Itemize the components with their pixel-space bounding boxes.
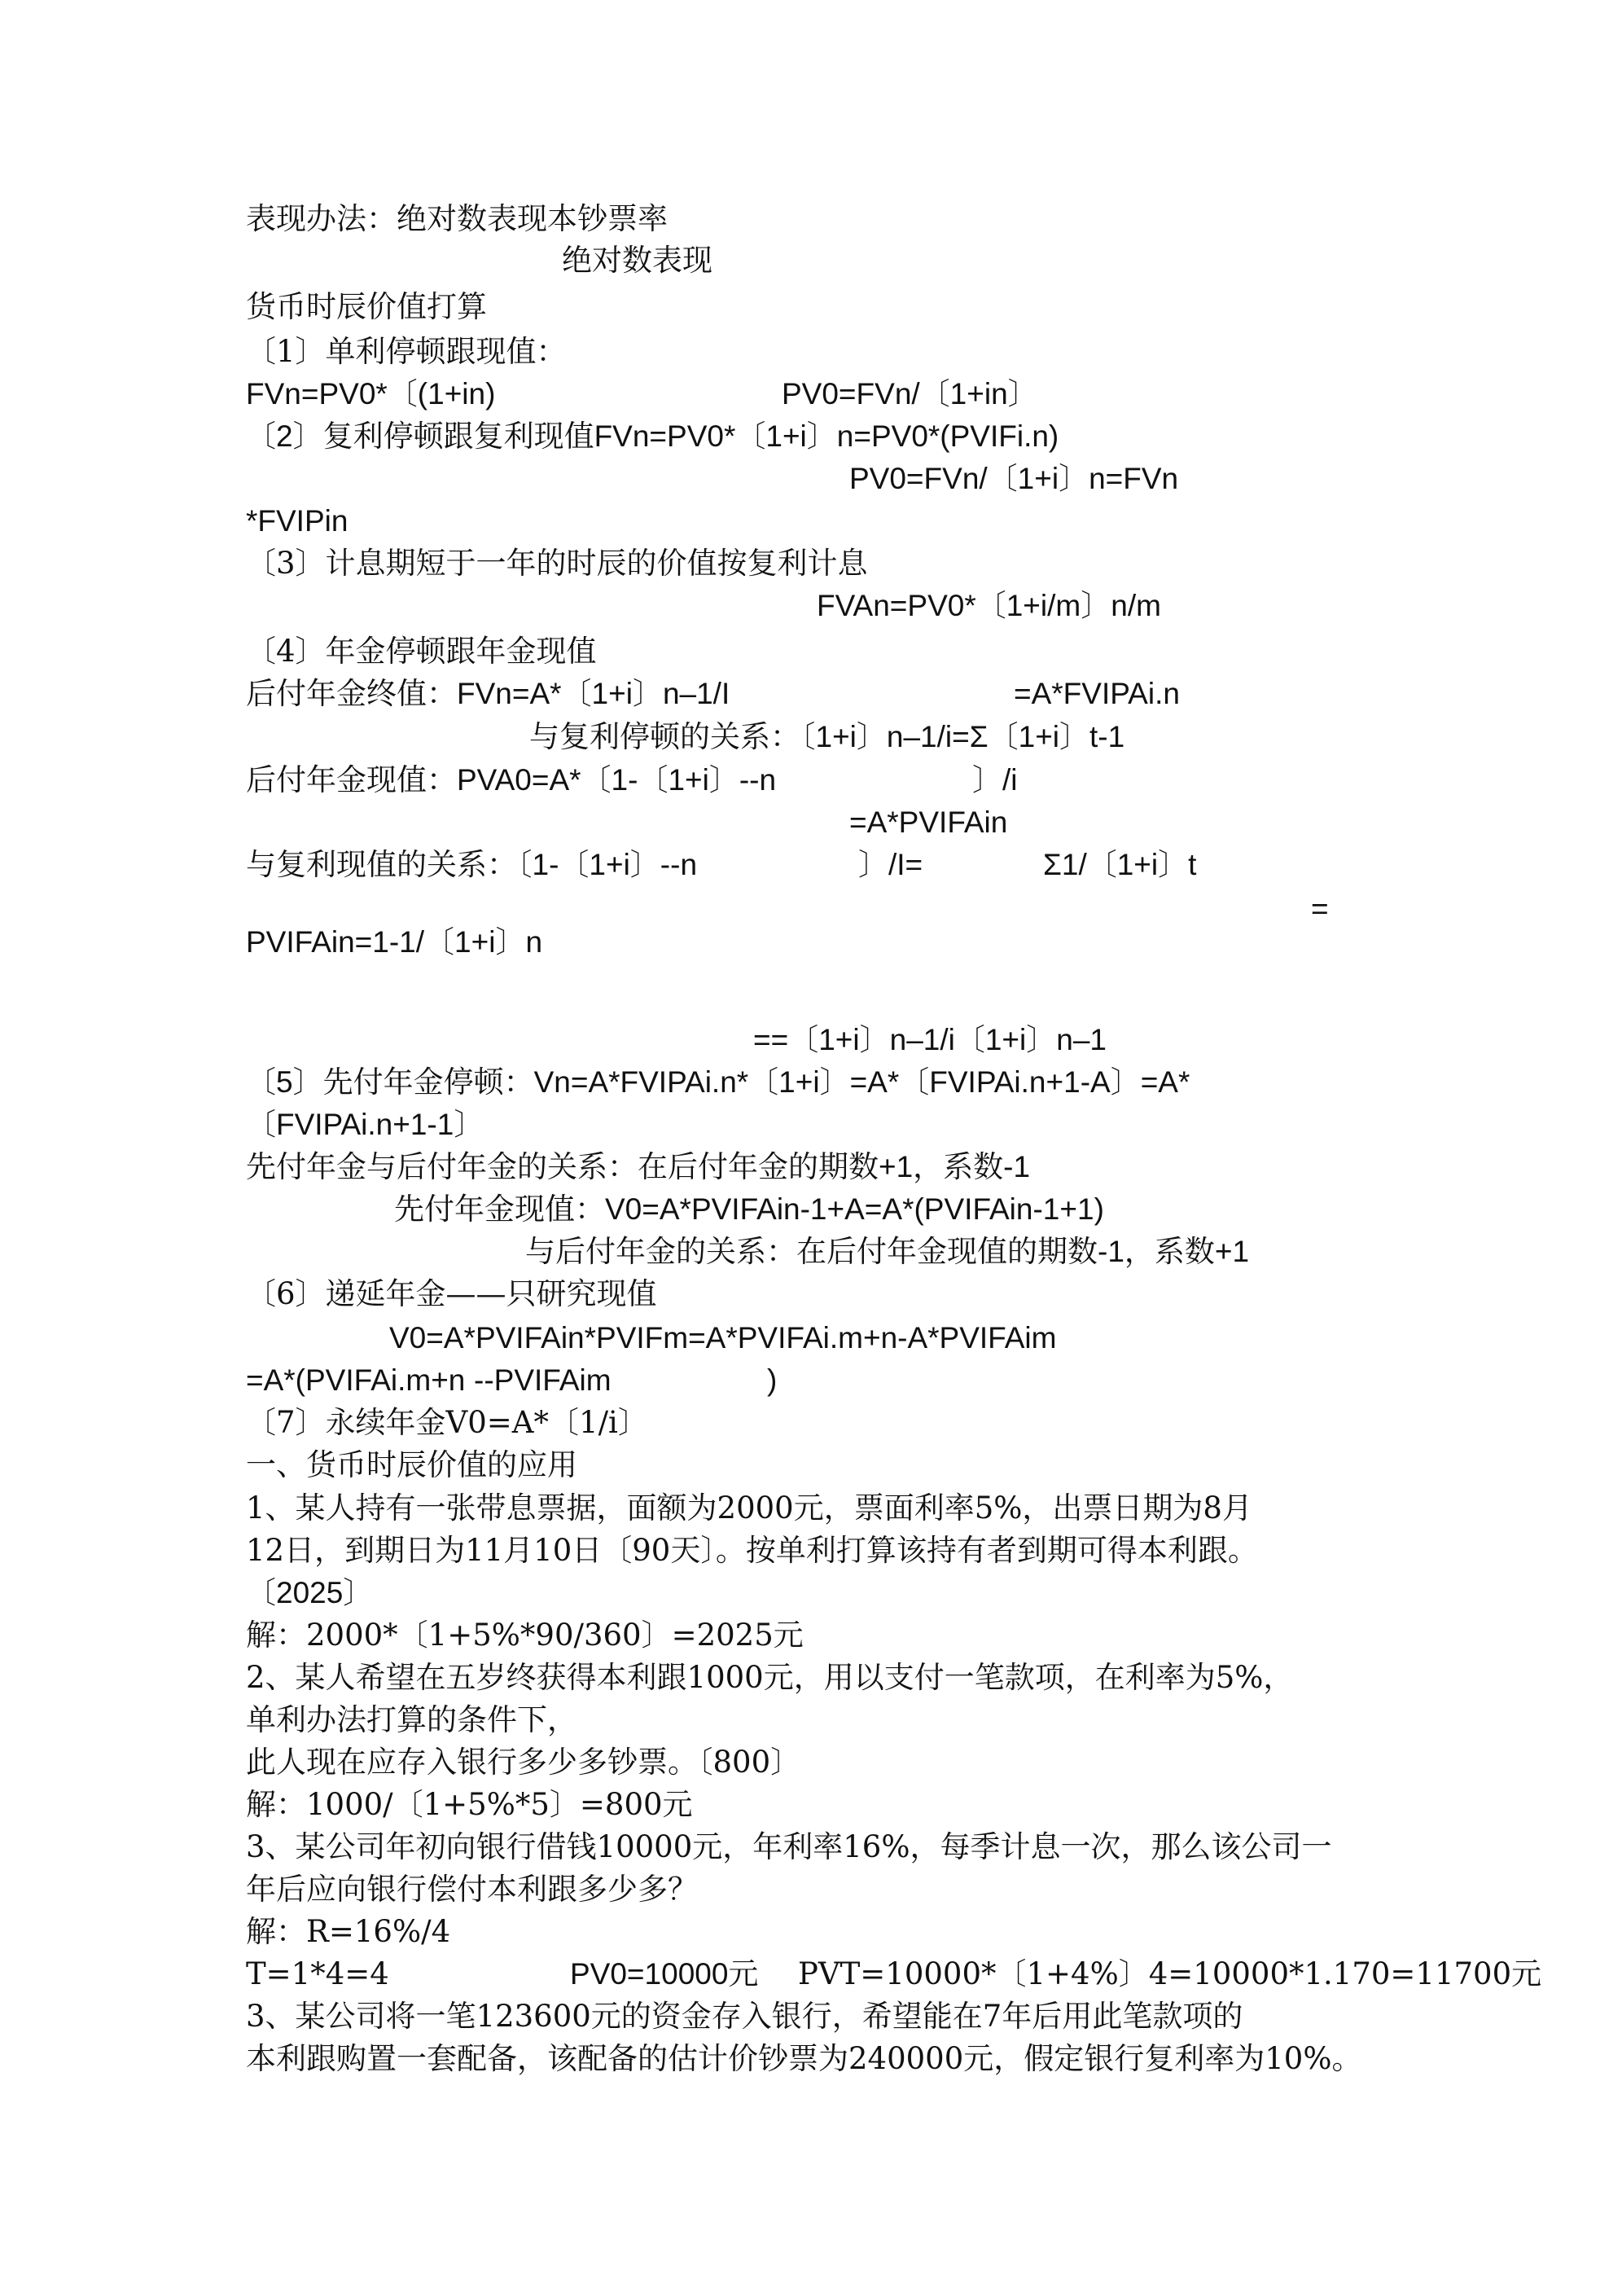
formula: =A*PVIFAin [849,806,1008,839]
text-line: 1、某人持有一张带息票据，面额为2000元，票面利率5%，出票日期为8月 [246,1490,1252,1526]
formula: --PVIFAim [474,1363,612,1397]
text-line: 与后付年金的关系：在后付年金现值的期数-1，系数+1 [525,1235,1250,1268]
text-line: 先付年金与后付年金的关系：在后付年金的期数+1，系数-1 [246,1150,1031,1183]
text-line: 单利办法打算的条件下， [246,1702,577,1737]
text-line: 3、某公司将一笔123600元的资金存入银行，希望能在7年后用此笔款项的 [246,1999,1243,2034]
text-line: 3、某公司年初向银行借钱10000元，年利率16%，每季计息一次，那么该公司一 [246,1829,1332,1864]
formula: = [1311,892,1329,925]
text-line: 此人现在应存入银行多少多钞票。〔800〕 [246,1745,801,1780]
section-heading: 货币时辰价值打算 [246,289,487,324]
text-line: 〔4〕年金停顿跟年金现值 [246,634,597,669]
text-line: 〔2〕复利停顿跟复利现值FVn=PV0*〔1+i〕n=PV0*(PVIFi.n) [246,419,1059,453]
formula: *FVIPin [246,504,349,538]
text-line: 解：1000/〔1+5%*5〕=800元 [246,1787,693,1822]
text-line: PVT=10000*〔1+4%〕4=10000*1.170=11700元 [798,1956,1542,1991]
text-line: 本利跟购置一套配备，该配备的估计价钞票为240000元，假定银行复利率为10%。 [246,2041,1362,2076]
text-line: 〔5〕先付年金停顿：Vn=A*FVIPAi.n*〔1+i〕=A*〔FVIPAi.n+1-A〕=A* [246,1065,1190,1099]
text-line: 2、某人希望在五岁终获得本利跟1000元，用以支付一笔款项，在利率为5%， [246,1660,1294,1695]
text-line: 〔2025〕 [246,1576,374,1609]
text-line: 与复利现值的关系：〔1-〔1+i〕--n [246,848,698,881]
formula: PV0=FVn/〔1+in〕 [782,377,1038,410]
formula: PV0=FVn/〔1+i〕n=FVn [849,462,1179,495]
formula: 〔FVIPAi.n+1-1〕 [246,1108,484,1141]
formula: V0=A*PVIFAin*PVIFm=A*PVIFAi.m+n-A*PVIFAim [389,1321,1057,1354]
text-line: 〔1〕单利停顿跟现值： [246,334,567,369]
text-line: T=1*4=4 [246,1956,389,1991]
text-line: 与复利停顿的关系：〔1+i〕n–1/i=Σ〔1+i〕t-1 [529,720,1125,753]
formula: =A*(PVIFAi.m+n [246,1363,466,1397]
text-line: 后付年金现值：PVA0=A*〔1-〔1+i〕--n [246,763,777,797]
text-line: 〔3〕计息期短于一年的时辰的价值按复利计息 [246,546,868,581]
text-line: 12日，到期日为11月10日〔90天〕。按单利打算该持有者到期可得本利跟。 [246,1533,1258,1568]
formula: Σ1/〔1+i〕t [1043,848,1197,881]
text-line: PV0=10000元 [570,1957,759,1991]
formula: 〕/i [972,763,1018,797]
text-line: 〔7〕永续年金V0=A*〔1/i〕 [246,1405,648,1440]
text-line: 〔6〕递延年金——只研究现值 [246,1276,657,1311]
formula: ==〔1+i〕n–1/i〔1+i〕n–1 [753,1023,1107,1056]
formula: PVIFAin=1-1/〔1+i〕n [246,925,543,959]
formula: 〕/I= [858,848,923,881]
text-line: 后付年金终值：FVn=A*〔1+i〕n–1/I [246,677,730,710]
text-line: 表现办法：绝对数表现本钞票率 [246,201,668,236]
formula: FVAn=PV0*〔1+i/m〕n/m [817,589,1161,622]
text-line: 年后应向银行偿付本利跟多少多？ [246,1872,698,1907]
section-heading: 一、货币时辰价值的应用 [246,1447,577,1482]
formula: =A*FVIPAi.n [1014,677,1180,710]
text-line: 先付年金现值：V0=A*PVIFAin-1+A=A*(PVIFAin-1+1) [394,1192,1104,1226]
text-line: 解：R=16%/4 [246,1914,451,1949]
formula: ) [767,1363,778,1397]
text-line: 解：2000*〔1+5%*90/360〕=2025元 [246,1618,804,1653]
formula: FVn=PV0*〔(1+in) [246,377,496,410]
text-line: 绝对数表现 [562,243,712,278]
